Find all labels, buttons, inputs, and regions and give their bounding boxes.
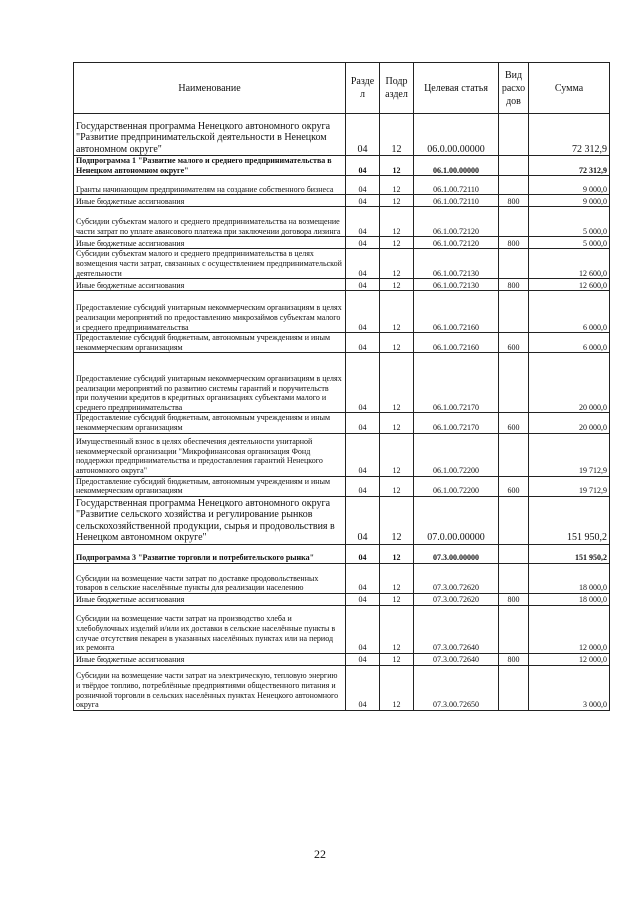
header-subsection: Подр аздел	[380, 63, 414, 114]
table-row	[74, 605, 610, 653]
row-expense-type	[499, 433, 529, 476]
row-section: 04	[346, 156, 380, 176]
row-section: 04	[346, 593, 380, 605]
row-amount: 19 712,9	[529, 433, 610, 476]
row-expense-type: 600	[499, 413, 529, 433]
table-row	[74, 593, 610, 605]
row-target: 07.3.00.72640	[414, 653, 499, 665]
page-number: 22	[314, 847, 326, 861]
row-section: 04	[346, 207, 380, 237]
row-expense-type	[499, 665, 529, 710]
header-amount: Сумма	[529, 63, 610, 114]
row-amount: 72 312,9	[529, 114, 610, 156]
table-row	[74, 333, 610, 353]
table-row	[74, 237, 610, 249]
row-expense-type: 800	[499, 237, 529, 249]
row-subsection: 12	[380, 237, 414, 249]
row-subsection: 12	[380, 665, 414, 710]
row-expense-type: 800	[499, 195, 529, 207]
row-target: 06.1.00.72170	[414, 353, 499, 413]
row-name: Предоставление субсидий унитарным некоммерческим организациям в целях реализации мероприятий по развитию системы гарантий и поручительств при получении кредитов в кредитных организациях субъектами малого и среднего предпринимательства	[74, 353, 346, 413]
row-target: 06.0.00.00000	[414, 114, 499, 156]
row-section: 04	[346, 605, 380, 653]
row-expense-type: 600	[499, 333, 529, 353]
budget-table	[73, 62, 610, 711]
row-amount: 9 000,0	[529, 195, 610, 207]
row-name: Предоставление субсидий бюджетным, автономным учреждениям и иным некоммерческим организациям	[74, 333, 346, 353]
row-expense-type	[499, 291, 529, 333]
row-expense-type	[499, 353, 529, 413]
row-amount: 3 000,0	[529, 665, 610, 710]
row-amount: 18 000,0	[529, 563, 610, 593]
row-subsection: 12	[380, 496, 414, 544]
row-expense-type	[499, 496, 529, 544]
row-target: 06.1.00.72200	[414, 433, 499, 476]
row-section: 04	[346, 665, 380, 710]
row-subsection: 12	[380, 563, 414, 593]
row-subsection: 12	[380, 433, 414, 476]
row-subsection: 12	[380, 195, 414, 207]
row-amount: 6 000,0	[529, 291, 610, 333]
row-target: 06.1.00.72110	[414, 195, 499, 207]
row-amount: 72 312,9	[529, 156, 610, 176]
table-row	[74, 433, 610, 476]
row-amount: 12 600,0	[529, 249, 610, 279]
row-section: 04	[346, 333, 380, 353]
header-section: Разде л	[346, 63, 380, 114]
table-row	[74, 279, 610, 291]
row-expense-type	[499, 563, 529, 593]
table-row	[74, 291, 610, 333]
row-target: 07.3.00.72640	[414, 605, 499, 653]
row-subsection: 12	[380, 249, 414, 279]
header-target: Целевая статья	[414, 63, 499, 114]
row-target: 07.3.00.72620	[414, 563, 499, 593]
row-amount: 12 000,0	[529, 605, 610, 653]
row-name: Субсидии на возмещение части затрат по доставке продовольственных товаров в сельские населённые пункты для реализации населению	[74, 563, 346, 593]
row-amount: 20 000,0	[529, 413, 610, 433]
row-section: 04	[346, 433, 380, 476]
table-row	[74, 207, 610, 237]
row-target: 07.0.00.00000	[414, 496, 499, 544]
row-name: Государственная программа Ненецкого автономного округа "Развитие сельского хозяйства и регулирование рынков сельскохозяйственной продукции, сырья и продовольствия в Ненецком автономном округе"	[74, 496, 346, 544]
row-subsection: 12	[380, 333, 414, 353]
row-subsection: 12	[380, 207, 414, 237]
row-amount: 19 712,9	[529, 476, 610, 496]
row-section: 04	[346, 353, 380, 413]
row-amount: 5 000,0	[529, 237, 610, 249]
row-target: 06.1.00.72110	[414, 176, 499, 195]
table-header	[74, 63, 610, 114]
row-amount: 5 000,0	[529, 207, 610, 237]
row-expense-type: 600	[499, 476, 529, 496]
row-expense-type	[499, 176, 529, 195]
row-subsection: 12	[380, 353, 414, 413]
row-section: 04	[346, 249, 380, 279]
row-name: Субсидии на возмещение части затрат на производство хлеба и хлебобулочных изделий и/или их доставки в сельские населённые пункты в случае отсутствия пекарен в указанных населённых пунктах или на период их ремонта	[74, 605, 346, 653]
row-expense-type: 800	[499, 653, 529, 665]
row-amount: 12 600,0	[529, 279, 610, 291]
table-row	[74, 653, 610, 665]
row-section: 04	[346, 653, 380, 665]
row-target: 06.1.00.72130	[414, 279, 499, 291]
row-expense-type	[499, 544, 529, 563]
row-section: 04	[346, 291, 380, 333]
row-name: Иные бюджетные ассигнования	[74, 653, 346, 665]
row-name: Иные бюджетные ассигнования	[74, 279, 346, 291]
header-expense-type: Вид расхо дов	[499, 63, 529, 114]
row-target: 06.1.00.72160	[414, 291, 499, 333]
row-target: 06.1.00.72160	[414, 333, 499, 353]
row-expense-type	[499, 207, 529, 237]
row-target: 06.1.00.72120	[414, 207, 499, 237]
row-amount: 151 950,2	[529, 496, 610, 544]
row-target: 07.3.00.00000	[414, 544, 499, 563]
row-name: Предоставление субсидий бюджетным, автономным учреждениям и иным некоммерческим организациям	[74, 413, 346, 433]
row-section: 04	[346, 114, 380, 156]
row-subsection: 12	[380, 653, 414, 665]
row-name: Субсидии субъектам малого и среднего предпринимательства на возмещение части затрат по уплате авансового платежа при заключении договора лизинга	[74, 207, 346, 237]
table-row	[74, 353, 610, 413]
table-row	[74, 249, 610, 279]
row-name: Предоставление субсидий унитарным некоммерческим организациям в целях реализации мероприятий по предоставлению микрозаймов субъектам малого и среднего предпринимательства	[74, 291, 346, 333]
row-amount: 12 000,0	[529, 653, 610, 665]
row-subsection: 12	[380, 476, 414, 496]
row-name: Подпрограмма 1 "Развитие малого и среднего предпринимательства в Ненецком автономном округе"	[74, 156, 346, 176]
row-subsection: 12	[380, 593, 414, 605]
row-name: Имущественный взнос в целях обеспечения деятельности унитарной некоммерческой организации "Микрофинансовая организация Фонд поддержки предпринимательства и предоставления гарантий Ненецкого автономного округа"	[74, 433, 346, 476]
row-amount: 9 000,0	[529, 176, 610, 195]
table-row	[74, 114, 610, 156]
row-subsection: 12	[380, 413, 414, 433]
row-amount: 151 950,2	[529, 544, 610, 563]
row-name: Гранты начинающим предпринимателям на создание собственного бизнеса	[74, 176, 346, 195]
row-expense-type	[499, 249, 529, 279]
row-subsection: 12	[380, 156, 414, 176]
row-section: 04	[346, 195, 380, 207]
row-expense-type: 800	[499, 279, 529, 291]
row-name: Подпрограмма 3 "Развитие торговли и потребительского рынка"	[74, 544, 346, 563]
header-name: Наименование	[74, 63, 346, 114]
row-name: Субсидии субъектам малого и среднего предпринимательства в целях возмещения части затрат, связанных с осуществлением предпринимательской деятельности	[74, 249, 346, 279]
table-row	[74, 665, 610, 710]
row-target: 06.1.00.72130	[414, 249, 499, 279]
row-subsection: 12	[380, 605, 414, 653]
table-row	[74, 563, 610, 593]
row-name: Иные бюджетные ассигнования	[74, 237, 346, 249]
row-expense-type	[499, 114, 529, 156]
row-subsection: 12	[380, 176, 414, 195]
table-row	[74, 476, 610, 496]
row-amount: 20 000,0	[529, 353, 610, 413]
table-row	[74, 176, 610, 195]
row-target: 07.3.00.72650	[414, 665, 499, 710]
row-subsection: 12	[380, 279, 414, 291]
row-section: 04	[346, 544, 380, 563]
row-name: Предоставление субсидий бюджетным, автономным учреждениям и иным некоммерческим организациям	[74, 476, 346, 496]
row-section: 04	[346, 237, 380, 249]
row-target: 06.1.00.72170	[414, 413, 499, 433]
row-target: 07.3.00.72620	[414, 593, 499, 605]
table-row	[74, 496, 610, 544]
row-name: Иные бюджетные ассигнования	[74, 195, 346, 207]
row-expense-type: 800	[499, 593, 529, 605]
table-row	[74, 544, 610, 563]
row-section: 04	[346, 413, 380, 433]
row-section: 04	[346, 496, 380, 544]
row-section: 04	[346, 563, 380, 593]
row-section: 04	[346, 279, 380, 291]
row-name: Субсидии на возмещение части затрат на электрическую, тепловую энергию и твёрдое топливо, потреблённые предприятиями общественного питания и розничной торговли в сельских населённых пунктах Ненецкого автономного округа	[74, 665, 346, 710]
row-target: 06.1.00.72120	[414, 237, 499, 249]
row-target: 06.1.00.72200	[414, 476, 499, 496]
row-expense-type	[499, 156, 529, 176]
row-target: 06.1.00.00000	[414, 156, 499, 176]
row-section: 04	[346, 176, 380, 195]
table-row	[74, 413, 610, 433]
table-row	[74, 156, 610, 176]
table-row	[74, 195, 610, 207]
row-name: Иные бюджетные ассигнования	[74, 593, 346, 605]
row-amount: 18 000,0	[529, 593, 610, 605]
row-subsection: 12	[380, 544, 414, 563]
row-name: Государственная программа Ненецкого автономного округа "Развитие предпринимательской деятельности в Ненецком автономном округе"	[74, 114, 346, 156]
row-amount: 6 000,0	[529, 333, 610, 353]
row-expense-type	[499, 605, 529, 653]
row-subsection: 12	[380, 114, 414, 156]
row-subsection: 12	[380, 291, 414, 333]
row-section: 04	[346, 476, 380, 496]
